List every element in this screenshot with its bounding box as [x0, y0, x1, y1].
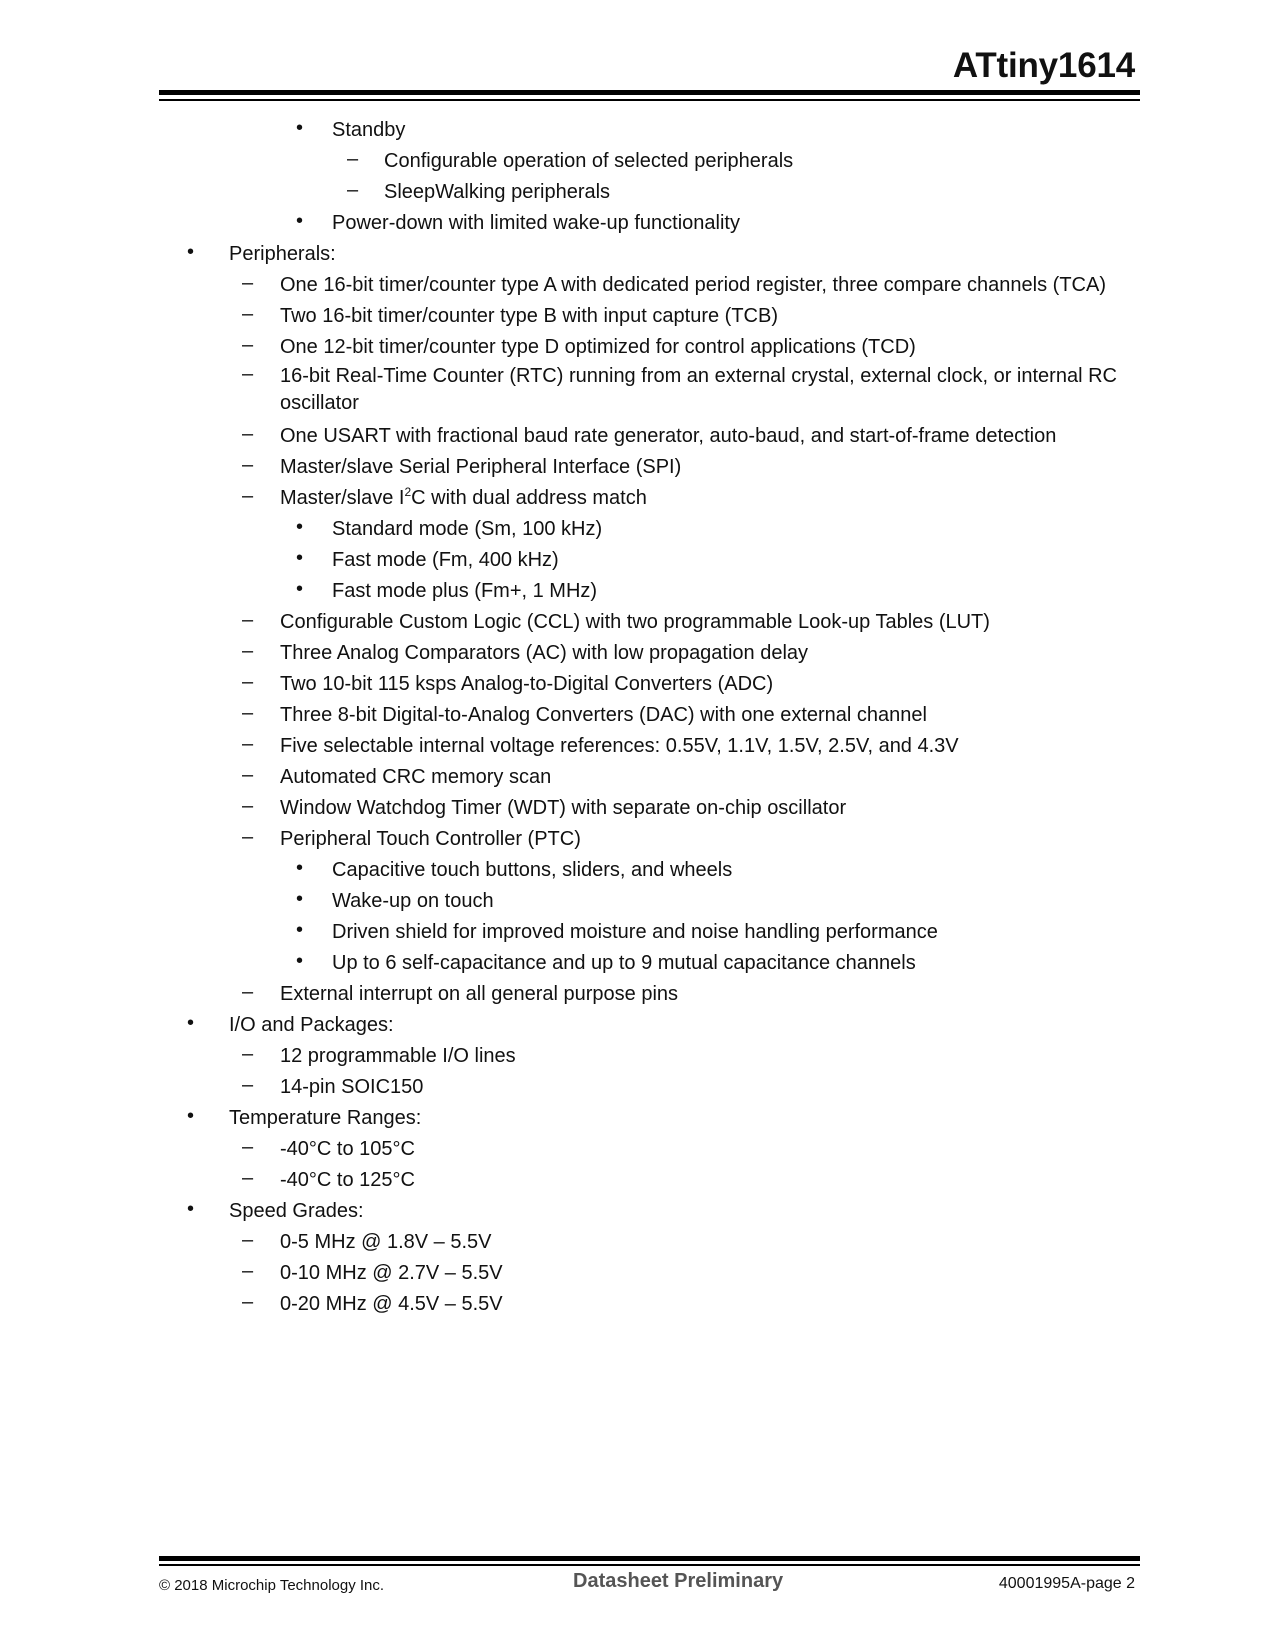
header-rule-thin — [159, 99, 1140, 101]
list-item-text: Two 10-bit 115 ksps Analog-to-Digital Converters (ADC) — [280, 673, 774, 695]
list-item-text: Wake-up on touch — [332, 890, 494, 912]
dash-marker: – — [242, 764, 254, 786]
list-item — [0, 760, 1275, 791]
list-item-text: Three Analog Comparators (AC) with low propagation delay — [280, 642, 809, 664]
list-item-text: Fast mode plus (Fm+, 1 MHz) — [332, 580, 598, 602]
bullet-marker: • — [296, 888, 304, 910]
list-item — [0, 822, 1275, 853]
dash-marker: – — [242, 1074, 254, 1096]
list-item — [0, 512, 1275, 543]
footer-copyright: © 2018 Microchip Technology Inc. — [159, 1577, 385, 1594]
list-item — [0, 884, 1275, 915]
list-item — [0, 1163, 1275, 1194]
dash-marker: – — [242, 363, 254, 385]
list-item-text: One 12-bit timer/counter type D optimized for control applications (TCD) — [280, 336, 916, 358]
list-item-text: 0-5 MHz @ 1.8V – 5.5V — [280, 1231, 492, 1253]
dash-marker: – — [242, 795, 254, 817]
list-item — [0, 636, 1275, 667]
list-item — [0, 853, 1275, 884]
list-item-text: Peripheral Touch Controller (PTC) — [280, 828, 581, 850]
list-item — [0, 729, 1275, 760]
bullet-marker: • — [296, 210, 304, 232]
dash-marker: – — [347, 179, 359, 201]
page-title: ATtiny1614 — [952, 46, 1135, 85]
list-item — [0, 698, 1275, 729]
list-item-text: Standby — [332, 119, 406, 141]
bullet-marker: • — [296, 547, 304, 569]
list-item — [0, 450, 1275, 481]
list-item-text: One USART with fractional baud rate generator, auto-baud, and start-of-frame detection — [280, 425, 1057, 447]
list-item-text: I/O and Packages: — [229, 1014, 394, 1036]
dash-marker: – — [242, 640, 254, 662]
header-rule-thick — [159, 90, 1140, 95]
bullet-marker: • — [296, 919, 304, 941]
footer-rule-thin — [159, 1564, 1140, 1566]
superscript: 2 — [404, 485, 412, 499]
list-item-text: Capacitive touch buttons, sliders, and wheels — [332, 859, 733, 881]
list-item-text: Power-down with limited wake-up functionality — [332, 212, 740, 234]
dash-marker: – — [242, 733, 254, 755]
bullet-marker: • — [187, 241, 195, 263]
list-item — [0, 1008, 1275, 1039]
dash-marker: – — [242, 454, 254, 476]
dash-marker: – — [242, 423, 254, 445]
list-item — [0, 1070, 1275, 1101]
feature-list — [0, 113, 1275, 1318]
dash-marker: – — [242, 1167, 254, 1189]
footer-status: Datasheet Preliminary — [573, 1570, 784, 1592]
dash-marker: – — [242, 826, 254, 848]
footer-page-number: 40001995A-page 2 — [998, 1575, 1135, 1592]
list-item-text: 0-20 MHz @ 4.5V – 5.5V — [280, 1293, 503, 1315]
list-item — [0, 946, 1275, 977]
list-item-text: External interrupt on all general purpose pins — [280, 983, 679, 1005]
bullet-marker: • — [296, 117, 304, 139]
list-item-text-part: Master/slave I — [280, 487, 405, 509]
list-item — [0, 299, 1275, 330]
list-item — [0, 1039, 1275, 1070]
list-item — [0, 330, 1275, 361]
list-item-text: Temperature Ranges: — [229, 1107, 422, 1129]
list-item-text: 14-pin SOIC150 — [280, 1076, 424, 1098]
dash-marker: – — [242, 609, 254, 631]
list-item-text: SleepWalking peripherals — [384, 181, 611, 203]
bullet-marker: • — [187, 1105, 195, 1127]
dash-marker: – — [242, 485, 254, 507]
dash-marker: – — [242, 1229, 254, 1251]
list-item — [0, 237, 1275, 268]
dash-marker: – — [242, 1043, 254, 1065]
list-item — [0, 1225, 1275, 1256]
dash-marker: – — [242, 1136, 254, 1158]
list-item-text — [280, 483, 1135, 514]
dash-marker: – — [242, 1291, 254, 1313]
list-item — [0, 361, 1275, 419]
bullet-marker: • — [296, 857, 304, 879]
list-item-text: Driven shield for improved moisture and noise handling performance — [332, 921, 938, 943]
list-item-text: Three 8-bit Digital-to-Analog Converters (DAC) with one external channel — [280, 704, 927, 726]
list-item — [0, 1194, 1275, 1225]
list-item-text: One 16-bit timer/counter type A with dedicated period register, three compare channels (TCA) — [280, 274, 1106, 296]
dash-marker: – — [242, 334, 254, 356]
list-item — [0, 605, 1275, 636]
dash-marker: – — [242, 702, 254, 724]
list-item — [0, 268, 1275, 299]
footer-rule-thick — [159, 1556, 1140, 1561]
list-item-text: -40°C to 125°C — [280, 1169, 415, 1191]
list-item-text: Five selectable internal voltage references: 0.55V, 1.1V, 1.5V, 2.5V, and 4.3V — [280, 735, 959, 757]
dash-marker: – — [242, 1260, 254, 1282]
list-item-text: Standard mode (Sm, 100 kHz) — [332, 518, 603, 540]
list-item — [0, 481, 1275, 512]
list-item-text-part: C with dual address match — [411, 487, 647, 509]
bullet-marker: • — [296, 578, 304, 600]
list-item-text: Fast mode (Fm, 400 kHz) — [332, 549, 559, 571]
list-item — [0, 977, 1275, 1008]
dash-marker: – — [242, 272, 254, 294]
list-item — [0, 791, 1275, 822]
list-item — [0, 113, 1275, 144]
list-item — [0, 206, 1275, 237]
list-item — [0, 144, 1275, 175]
dash-marker: – — [242, 303, 254, 325]
list-item — [0, 667, 1275, 698]
list-item — [0, 1256, 1275, 1287]
list-item-text: Up to 6 self-capacitance and up to 9 mutual capacitance channels — [332, 952, 916, 974]
list-item-text: Configurable operation of selected peripherals — [384, 150, 794, 172]
list-item — [0, 175, 1275, 206]
list-item — [0, 915, 1275, 946]
list-item — [0, 1101, 1275, 1132]
list-item — [0, 1287, 1275, 1318]
dash-marker: – — [242, 981, 254, 1003]
dash-marker: – — [347, 148, 359, 170]
list-item — [0, 574, 1275, 605]
list-item-text: Peripherals: — [229, 243, 336, 265]
list-item-text: 16-bit Real-Time Counter (RTC) running from an external crystal, external clock, or internal RC oscillator — [280, 365, 1117, 414]
list-item-text: Window Watchdog Timer (WDT) with separate on-chip oscillator — [280, 797, 847, 819]
list-item-text: 0-10 MHz @ 2.7V – 5.5V — [280, 1262, 503, 1284]
list-item-text: Two 16-bit timer/counter type B with input capture (TCB) — [280, 305, 778, 327]
bullet-marker: • — [187, 1012, 195, 1034]
list-item-text: Master/slave Serial Peripheral Interface (SPI) — [280, 456, 682, 478]
list-item-text: 12 programmable I/O lines — [280, 1045, 516, 1067]
list-item-text: Speed Grades: — [229, 1200, 364, 1222]
bullet-marker: • — [187, 1198, 195, 1220]
list-item-text: Automated CRC memory scan — [280, 766, 552, 788]
list-item-text: -40°C to 105°C — [280, 1138, 415, 1160]
list-item-text: Configurable Custom Logic (CCL) with two programmable Look-up Tables (LUT) — [280, 611, 990, 633]
dash-marker: – — [242, 671, 254, 693]
list-item — [0, 1132, 1275, 1163]
list-item — [0, 419, 1275, 450]
list-item — [0, 543, 1275, 574]
bullet-marker: • — [296, 950, 304, 972]
bullet-marker: • — [296, 516, 304, 538]
